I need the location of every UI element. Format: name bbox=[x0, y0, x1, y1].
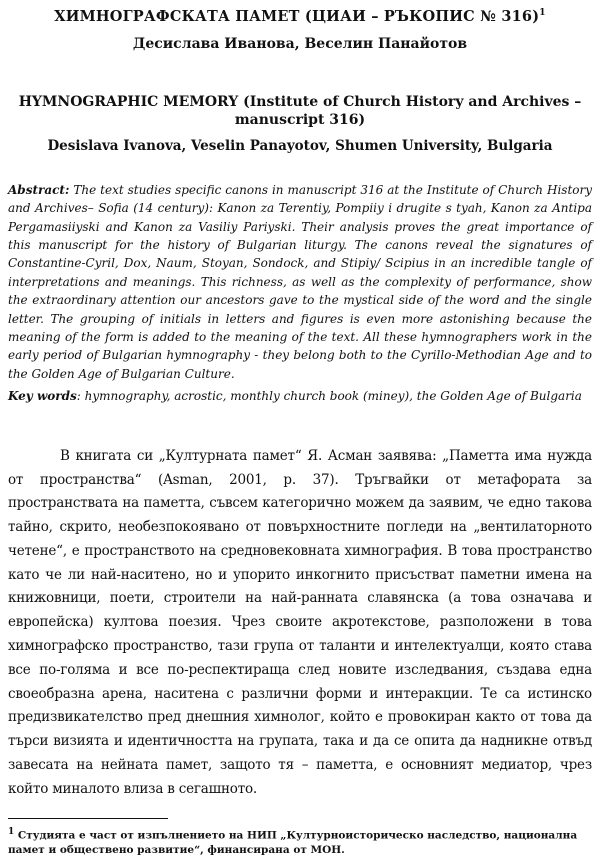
bulgarian-title-text: ХИМНОГРАФСКАТА ПАМЕТ (ЦИАИ – РЪКОПИС № 316) bbox=[54, 7, 540, 25]
abstract-text: The text studies specific canons in manuscript 316 at the Institute of Church History and Archives– Sofia (14 century): Kanon za Terentiy, Pompiiy i drugite s tyah, Kanon za Antipa Pergamasiiyski and Kanon za Vasiliy Pariyski. Their analysis proves the great importance of this manuscript for the history of Bulgarian liturgy. The canons reveal the signatures of Constantine-Cyril, Dox, Naum, Stoyan, Sondock, and Stipiy/ Scipius in an incredible tangle of interpretations and meanings. This richness, as well as the complexity of performance, show the extraordinary attention our ancestors gave to the mystical side of the word and the single letter. The grouping of initials in letters and figures is even more astonishing because the meaning of the form is added to the meaning of the text. All these hymnographers work in the early period of Bulgarian hymnography - they belong both to the Cyrillo-Methodian Age and to the Golden Age of Bulgarian Culture. bbox=[8, 182, 592, 381]
footnote-divider bbox=[8, 818, 168, 819]
keywords bbox=[8, 387, 592, 405]
english-authors: Desislava Ivanova, Veselin Panayotov, Shumen University, Bulgaria bbox=[47, 137, 553, 154]
abstract bbox=[8, 181, 592, 383]
body-paragraph: В книгата си „Културната памет“ Я. Асман заявява: „Паметта има нужда от пространства“ (Asman, 2001, p. 37). Тръгвайки от метафората за пространствата на паметта, съвсем категорично можем да заявим, че едно такова тайно, скрито, необезпокоявано от повърхностните погледи на „вентилаторното четене“, е пространството на средновековната химнография. В това пространство като че ли най-наситено, но и упорито инкогнито присъстват паметни имена на книжовници, поети, строители на най-ранната славянска (а това означава и европейска) култова поезия. Чрез своите акротекстове, разположени в това химнографско пространство, тази група от таланти и интелектуалци, която става все по-голяма и все по-респектираща след новите изследвания, създава една своеобразна арена, наситена с различни форми и интеракции. Те са истинско предизвикателство пред днешния химнолог, който е провокиран както от това да търси визията и идентичността на групата, така и да се опита да надникне отвъд завесата на нейната памет, защото тя – паметта, е основният медиатор, чрез който миналото влиза в сегашното. bbox=[8, 447, 592, 797]
keywords-label: Key words bbox=[8, 389, 77, 404]
footnote-text: Студията е част от изпълнението на НИП „Културноисторическо наследство, национална памет и обществено развитие“, финансирана от МОН. bbox=[8, 829, 578, 857]
footnote bbox=[8, 825, 592, 858]
english-title: HYMNOGRAPHIC MEMORY (Institute of Church History and Archives – manuscript 316) bbox=[18, 93, 582, 128]
title-footnote-marker: 1 bbox=[539, 8, 546, 18]
page bbox=[0, 3, 600, 857]
abstract-label: Abstract: bbox=[8, 182, 70, 197]
bulgarian-authors: Десислава Иванова, Веселин Панайотов bbox=[132, 35, 468, 52]
bulgarian-title bbox=[8, 3, 592, 27]
footnote-number: 1 bbox=[8, 826, 15, 837]
keywords-text: : hymnography, acrostic, monthly church book (miney), the Golden Age of Bulgaria bbox=[76, 389, 582, 404]
